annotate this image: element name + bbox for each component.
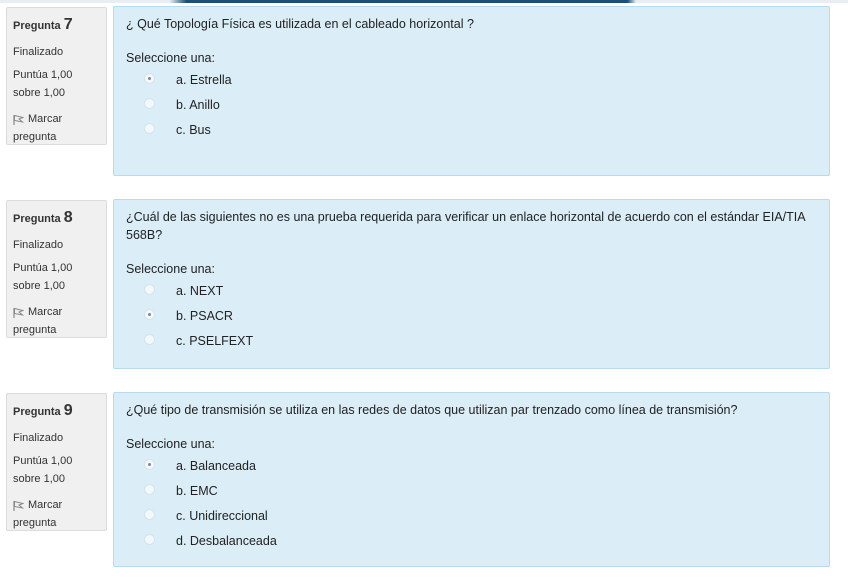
flag-icon: [13, 500, 24, 511]
option-label[interactable]: b. PSACR: [176, 309, 233, 323]
answer-option[interactable]: [126, 332, 817, 357]
option-label[interactable]: c. Unidireccional: [176, 509, 268, 523]
radio-button[interactable]: [144, 123, 155, 134]
flag-icon: [13, 114, 24, 125]
option-label[interactable]: a. Estrella: [176, 73, 232, 87]
option-label[interactable]: a. NEXT: [176, 284, 224, 298]
question-number: [13, 207, 100, 229]
answer-option[interactable]: [126, 96, 817, 121]
radio-button[interactable]: [144, 509, 155, 520]
option-label[interactable]: c. Bus: [176, 123, 211, 137]
question-info-panel: [6, 393, 107, 531]
question-number: [13, 400, 100, 422]
question-text: ¿Qué tipo de transmisión se utiliza en las redes de datos que utilizan par trenzado como línea de transmisión?: [126, 403, 738, 417]
radio-button[interactable]: [144, 534, 155, 545]
radio-button[interactable]: [144, 98, 155, 109]
question-label: Pregunta: [13, 406, 61, 418]
option-label[interactable]: b. Anillo: [176, 98, 220, 112]
flag-question-link[interactable]: [13, 303, 100, 339]
question-number-value: 7: [63, 16, 73, 33]
flag-label[interactable]: Marcar pregunta: [13, 113, 63, 143]
answer-option[interactable]: [126, 121, 817, 146]
answer-prompt: Seleccione una:: [126, 437, 215, 451]
option-label[interactable]: b. EMC: [176, 484, 218, 498]
question-number: [13, 14, 100, 36]
question-content: [113, 6, 830, 176]
option-label[interactable]: a. Balanceada: [176, 459, 256, 473]
answer-option[interactable]: [126, 482, 817, 507]
flag-icon: [13, 307, 24, 318]
answer-options: [126, 282, 817, 357]
answer-options: [126, 71, 817, 146]
question-state: Finalizado: [13, 239, 64, 251]
radio-button-selected[interactable]: [144, 309, 155, 320]
radio-button[interactable]: [144, 334, 155, 345]
question-info-panel: [6, 7, 107, 145]
answer-option[interactable]: [126, 457, 817, 482]
question-grade: Puntúa 1,00 sobre 1,00: [13, 262, 73, 292]
flag-question-link[interactable]: [13, 110, 100, 146]
answer-option[interactable]: [126, 282, 817, 307]
radio-button-selected[interactable]: [144, 459, 155, 470]
answer-options: [126, 457, 817, 557]
flag-label[interactable]: Marcar pregunta: [13, 306, 63, 336]
radio-button[interactable]: [144, 484, 155, 495]
question-content: [113, 199, 830, 369]
question-number-value: 9: [63, 402, 73, 419]
flag-label[interactable]: Marcar pregunta: [13, 499, 63, 529]
question-label: Pregunta: [13, 20, 61, 32]
answer-option[interactable]: [126, 71, 817, 96]
radio-button[interactable]: [144, 284, 155, 295]
question-text: ¿Cuál de las siguientes no es una prueba requerida para verificar un enlace horizontal de acuerdo con el estándar EIA/TIA 568B?: [126, 210, 805, 242]
question-info-panel: [6, 200, 107, 338]
answer-option[interactable]: [126, 307, 817, 332]
question-text: ¿ Qué Topología Física es utilizada en el cableado horizontal ?: [126, 17, 474, 31]
answer-prompt: Seleccione una:: [126, 51, 215, 65]
radio-button-selected[interactable]: [144, 73, 155, 84]
option-label[interactable]: d. Desbalanceada: [176, 534, 277, 548]
answer-prompt: Seleccione una:: [126, 262, 215, 276]
question-content: [113, 392, 830, 567]
question-state: Finalizado: [13, 46, 64, 58]
question-state: Finalizado: [13, 432, 64, 444]
question-grade: Puntúa 1,00 sobre 1,00: [13, 455, 73, 485]
top-navbar-strip: [0, 0, 848, 3]
question-grade: Puntúa 1,00 sobre 1,00: [13, 69, 73, 99]
question-number-value: 8: [63, 209, 73, 226]
answer-option[interactable]: [126, 507, 817, 532]
answer-option[interactable]: [126, 532, 817, 557]
flag-question-link[interactable]: [13, 496, 100, 532]
question-label: Pregunta: [13, 213, 61, 225]
option-label[interactable]: c. PSELFEXT: [176, 334, 254, 348]
